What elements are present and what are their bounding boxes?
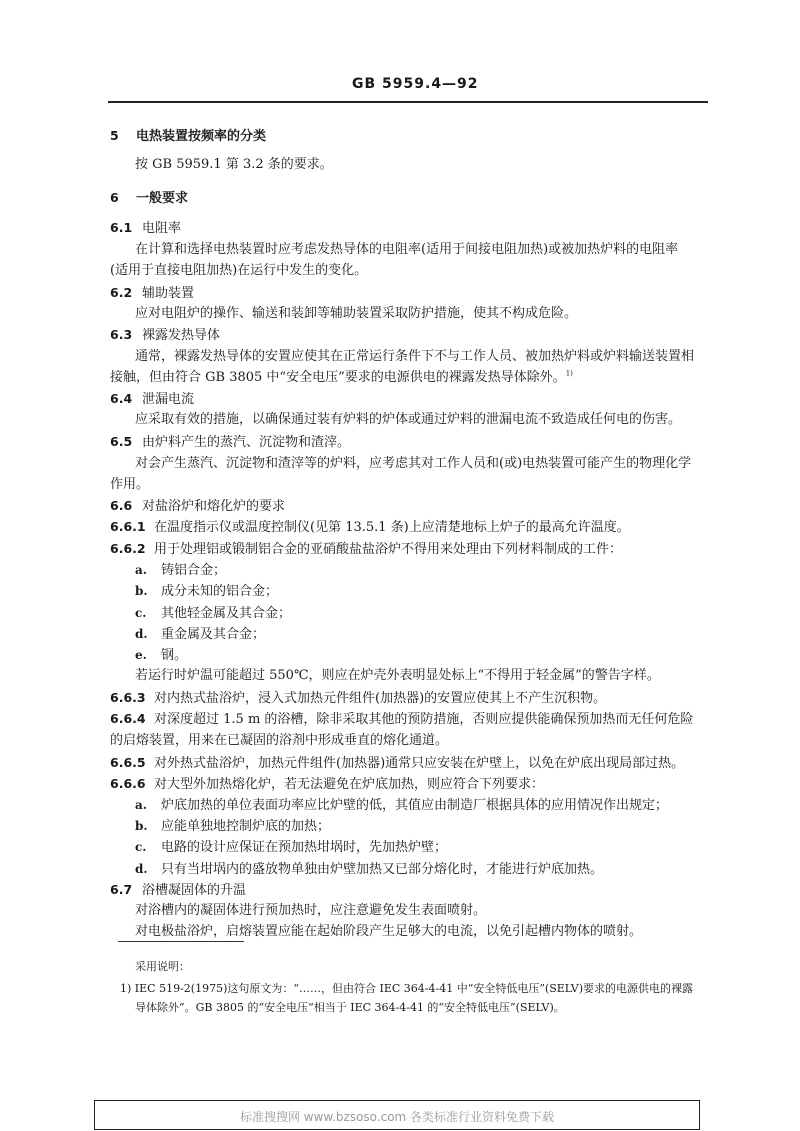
clause-number: 6.5	[110, 434, 133, 449]
clause-6-6-1	[110, 519, 630, 536]
clause-6-6-4	[110, 711, 693, 728]
clause-6-5-heading	[110, 434, 350, 451]
clause-6-1-heading	[110, 220, 181, 237]
list-item	[135, 626, 265, 643]
list-item-text: 铸铝合金；	[161, 563, 227, 578]
clause-6-6-3	[110, 690, 606, 707]
clause-number: 6.6.4	[110, 711, 146, 726]
section-title: 电热装置按频率的分类	[136, 129, 267, 144]
list-marker: d.	[135, 862, 148, 876]
clause-title: 对盐浴炉和熔化炉的要求	[142, 499, 286, 514]
clause-text: 对外热式盐浴炉，加热元件组件(加热器)通常只应安装在炉壁上，以免在炉底出现局部过热。	[154, 756, 685, 771]
clause-6-3-heading	[110, 327, 220, 344]
section-number: 6	[110, 190, 119, 205]
clause-6-3-body-line-1: 通常，裸露发热导体的安置应使其在正常运行条件下不与工作人员、被加热炉料或炉料输送装置相	[135, 349, 695, 364]
list-item-text: 只有当坩埚内的盛放物单独由炉壁加热又已部分熔化时，才能进行炉底加热。	[161, 862, 604, 877]
list-item-text: 炉底加热的单位表面功率应比炉壁的低，其值应由制造厂根据具体的应用情况作出规定；	[161, 798, 669, 813]
clause-6-4-body: 应采取有效的措施，以确保通过装有炉料的炉体或通过炉料的泄漏电流不致造成任何电的伤害。	[135, 412, 682, 427]
clause-6-7-body-line-1: 对浴槽内的凝固体进行预加热时，应注意避免发生表面喷射。	[135, 903, 487, 918]
list-item	[135, 562, 226, 579]
list-marker: b.	[135, 819, 148, 833]
list-item	[135, 583, 278, 600]
clause-text: 对大型外加热熔化炉，若无法避免在炉底加热，则应符合下列要求：	[154, 777, 545, 792]
list-item-text: 成分未知的铝合金；	[161, 584, 279, 599]
list-item	[135, 861, 603, 878]
footnote-marker: 1)	[565, 369, 573, 378]
clause-6-6-6	[110, 776, 544, 793]
footnote-divider	[118, 941, 244, 942]
clause-number: 6.1	[110, 220, 133, 235]
clause-6-1-body-line-2: (适用于直接电阻加热)在运行中发生的变化。	[110, 263, 368, 278]
clause-number: 6.6	[110, 498, 133, 513]
download-banner-text[interactable]: 标准搜搜网 www.bzsoso.com 各类标准行业资料免费下载	[239, 1110, 555, 1124]
clause-6-6-2-note: 若运行时炉温可能超过 550℃，则应在炉壳外表明显处标上“不得用于轻金属”的警告字样。	[135, 668, 660, 683]
list-marker: d.	[135, 627, 148, 641]
clause-text: 用于处理铝或锻制铝合金的亚硝酸盐盐浴炉不得用来处理由下列材料制成的工件：	[154, 542, 623, 557]
list-item	[135, 605, 291, 622]
list-item	[135, 797, 668, 814]
footnote-line-2: 导体除外”。GB 3805 的“安全电压”相当于 IEC 364-4-41 的“安全特低电压”(SELV)。	[135, 1001, 565, 1014]
download-banner[interactable]	[94, 1100, 700, 1130]
clause-number: 6.6.1	[110, 519, 146, 534]
list-marker: b.	[135, 584, 148, 598]
clause-number: 6.6.5	[110, 755, 146, 770]
clause-6-2-body: 应对电阻炉的操作、输送和装卸等辅助装置采取防护措施，使其不构成危险。	[135, 306, 578, 321]
clause-number: 6.3	[110, 327, 133, 342]
clause-6-6-heading	[110, 498, 285, 515]
clause-6-7-heading	[110, 882, 246, 899]
clause-number: 6.4	[110, 391, 133, 406]
list-marker: a.	[135, 798, 147, 812]
clause-title: 泄漏电流	[142, 392, 195, 407]
clause-text: 对深度超过 1.5 m 的浴槽，除非采取其他的预防措施，否则应提供能确保预加热而无任何危险	[154, 712, 694, 727]
clause-6-3-body-line-2	[110, 370, 573, 386]
clause-6-5-body-line-2: 作用。	[110, 477, 150, 492]
clause-6-4-heading	[110, 391, 194, 408]
list-item-text: 应能单独地控制炉底的加热；	[161, 819, 331, 834]
footnote-line-1: 1) IEC 519-2(1975)这句原文为：“……，但由符合 IEC 364-4-41 中“安全特低电压”(SELV)要求的电源供电的裸露	[120, 982, 694, 995]
clause-title: 由炉料产生的蒸汽、沉淀物和渣滓。	[142, 435, 351, 450]
list-marker: a.	[135, 563, 147, 577]
clause-6-1-body-line-1: 在计算和选择电热装置时应考虑发热导体的电阻率(适用于间接电阻加热)或被加热炉料的电阻率	[135, 242, 679, 257]
clause-6-6-5	[110, 755, 684, 772]
footnote-label: 采用说明：	[135, 960, 190, 973]
clause-6-6-4-line-2: 的启熔装置，用来在已凝固的浴剂中形成垂直的熔化通道。	[110, 733, 449, 748]
list-item	[135, 647, 187, 664]
list-marker: e.	[135, 648, 147, 662]
list-item-text: 电路的设计应保证在预加热坩埚时，先加热炉壁；	[161, 840, 448, 855]
standard-number: GB 5959.4—92	[352, 76, 479, 92]
clause-number: 6.7	[110, 882, 133, 897]
clause-title: 裸露发热导体	[142, 328, 221, 343]
clause-6-5-body-line-1: 对会产生蒸汽、沉淀物和渣滓等的炉料，应考虑其对工作人员和(或)电热装置可能产生的物理化学	[135, 456, 692, 471]
clause-number: 6.2	[110, 285, 133, 300]
clause-number: 6.6.3	[110, 690, 146, 705]
clause-title: 电阻率	[142, 221, 182, 236]
section-5-heading	[110, 128, 266, 145]
clause-text: 接触，但由符合 GB 3805 中“安全电压”要求的电源供电的裸露发热导体除外。	[110, 370, 566, 385]
clause-title: 浴槽凝固体的升温	[142, 883, 247, 898]
list-item-text: 钢。	[161, 648, 188, 663]
header-divider	[108, 101, 708, 103]
list-marker: c.	[135, 840, 147, 854]
list-marker: c.	[135, 606, 147, 620]
clause-title: 辅助装置	[142, 286, 195, 301]
clause-number: 6.6.6	[110, 776, 146, 791]
section-title: 一般要求	[136, 191, 189, 206]
list-item-text: 重金属及其合金；	[161, 627, 266, 642]
section-5-body: 按 GB 5959.1 第 3.2 条的要求。	[135, 157, 333, 172]
list-item	[135, 818, 330, 835]
clause-6-7-body-line-2: 对电极盐浴炉，启熔装置应能在起始阶段产生足够大的电流，以免引起槽内物体的喷射。	[135, 924, 643, 939]
clause-6-6-2	[110, 541, 622, 558]
section-6-heading	[110, 190, 188, 207]
list-item-text: 其他轻金属及其合金；	[161, 606, 292, 621]
list-item	[135, 839, 447, 856]
clause-text: 对内热式盐浴炉，浸入式加热元件组件(加热器)的安置应使其上不产生沉积物。	[154, 691, 607, 706]
clause-6-2-heading	[110, 285, 194, 302]
section-number: 5	[110, 128, 119, 143]
clause-number: 6.6.2	[110, 541, 146, 556]
clause-text: 在温度指示仪或温度控制仪(见第 13.5.1 条)上应清楚地标上炉子的最高允许温度。	[154, 520, 630, 535]
